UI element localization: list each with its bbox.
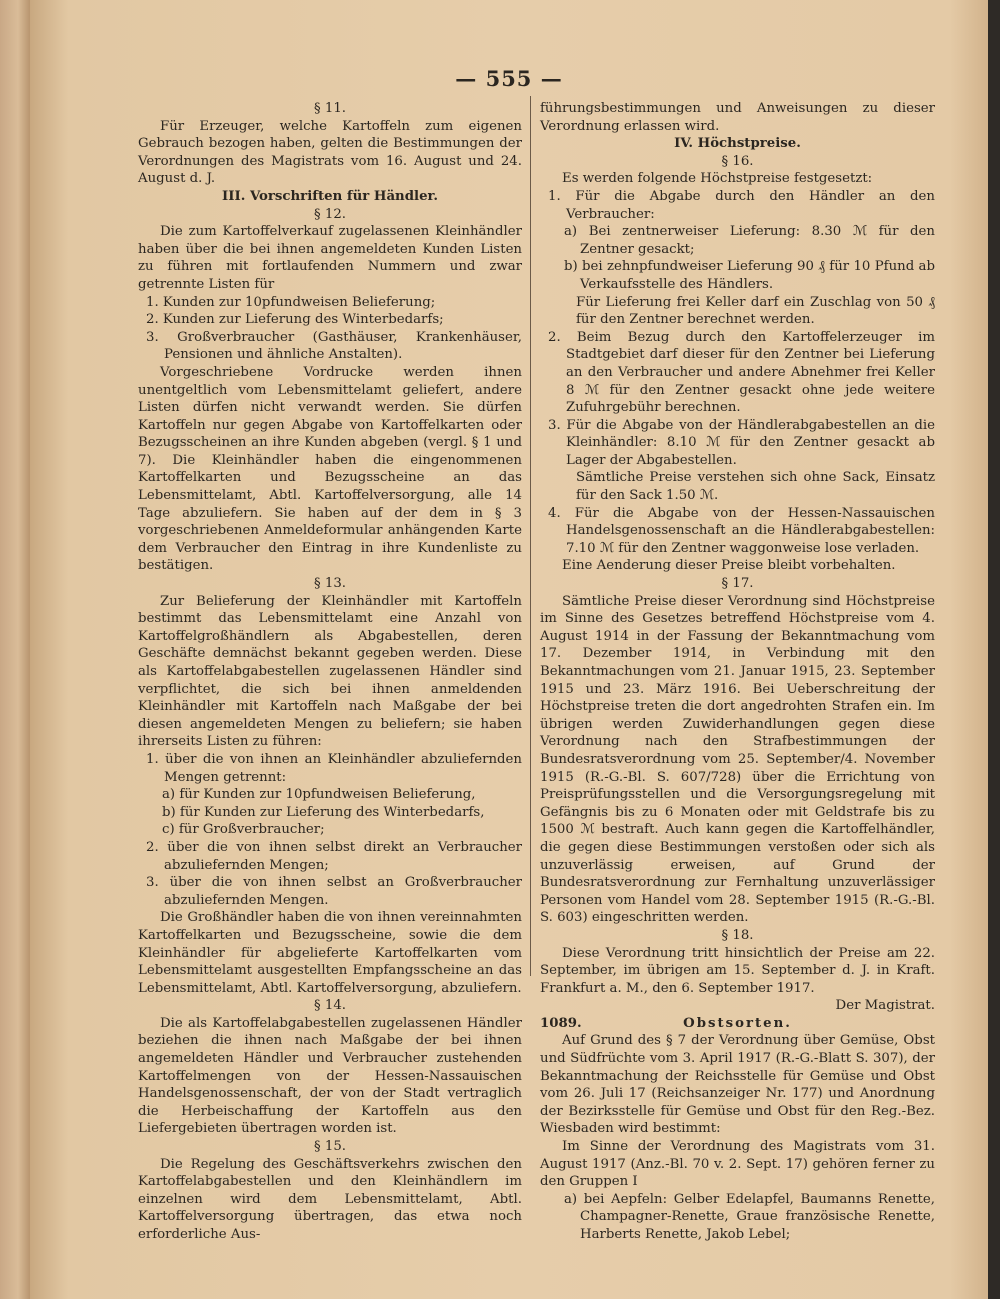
paragraph-number: § 15.	[313, 1139, 347, 1155]
paragraph-number: § 13.	[313, 576, 347, 592]
paragraph: Vorgeschriebene Vordrucke werden ihnen unentgeltlich vom Lebensmittelamt geliefert, andere Listen dürfen nicht verwandt werden. Sie dürfen Kartoffeln nur gegen Abgabe von Kartoffelkarten oder Bezugsscheinen an ihre Kunden abgeben (vergl. § 1 und 7). Die Kleinhändler haben die eingenommenen Kartoffelkarten und Bezugsscheine an das Lebensmittelamt, Abtl. Kartoffelversorgung, alle 14 Tage abzuliefern. Sie haben auf der dem in § 3 vorgeschriebenen Anmeldeformular anhängenden Karte dem Verbraucher den Eintrag in ihre Kundenliste zu bestätigen.	[138, 364, 522, 574]
paragraph: Sämtliche Preise dieser Verordnung sind Höchstpreise im Sinne des Gesetzes betreffend Höchstpreise vom 4. August 1914 in der Fassung der Bekanntmachung vom 17. Dezember 1914, in Verbindung mit den Bekanntmachungen vom 21. Januar 1915, 23. September 1915 und 23. März 1916. Bei Ueberschreitung der Höchstpreise treten die dort angedrohten Strafen ein. Im übrigen werden Zuwiderhandlungen gegen diese Verordnung nach den Strafbestimmungen der Bundesratsverordnung vom 25. September/4. November 1915 (R.-G.-Bl. S. 607/728) über die Errichtung von Preisprüfungsstellen und die Versorgungsregelung mit Gefängnis bis zu 6 Monaten oder mit Geldstrafe bis zu 1500 ℳ bestraft. Auch kann gegen die Kartoffelhändler, die gegen diese Bestimmungen verstoßen oder sich als unzuverlässig erweisen, auf Grund der Bundesratsverordnung zur Fernhaltung unzuverlässiger Personen vom Handel vom 28. September 1915 (R.-G.-Bl. S. 603) eingeschritten werden.	[540, 593, 935, 926]
paragraph: Für Lieferung frei Keller darf ein Zuschlag von 50 ₰ für den Zentner berechnet werden.	[576, 294, 935, 328]
paragraph-number: § 17.	[721, 576, 754, 592]
paragraph: Für Erzeuger, welche Kartoffeln zum eigenen Gebrauch bezogen haben, gelten die Bestimmungen der Verordnungen des Magistrats vom 16. August und 24. August d. J.	[138, 118, 522, 187]
column-divider	[530, 96, 531, 976]
paragraph: Die Großhändler haben die von ihnen vereinnahmten Kartoffelkarten und Bezugsscheine, sowie die dem Kleinhändler für abgelieferte Kartoffelkarten vom Lebensmittelamt ausgestellten Empfangsscheine an das Lebensmittelamt, Abtl. Kartoffelversorgung, abzuliefern.	[138, 910, 522, 996]
paragraph-number: § 11.	[313, 101, 347, 116]
paragraph-number: § 16.	[721, 153, 754, 169]
paragraph: führungsbestimmungen und Anweisungen zu dieser Verordnung erlassen wird.	[540, 101, 935, 134]
paragraph: Auf Grund des § 7 der Verordnung über Gemüse, Obst und Südfrüchte vom 3. April 1917 (R.-G.-Blatt S. 307), der Bekanntmachung der Reichsstelle für Gemüse und Obst vom 26. Juli 17 (Reichsanzeiger Nr. 177) und Anordnung der Bezirksstelle für Gemüse und Obst für den Reg.-Bez. Wiesbaden wird bestimmt:	[540, 1033, 935, 1137]
paragraph: Zur Belieferung der Kleinhändler mit Kartoffeln bestimmt das Lebensmittelamt eine Anzahl von Kartoffelgroßhändlern als Abgabestellen, deren Geschäfte demnächst bekannt gegeben werden. Diese als Kartoffelabgabestellen zugelassenen Händler sind verpflichtet, die sich bei ihnen anmeldenden Kleinhändler mit Kartoffeln nach Maßgabe der bei diesen angemeldeten Mengen zu beliefern; sie haben ihrerseits Listen zu führen:	[138, 593, 522, 750]
paragraph: Die als Kartoffelabgabestellen zugelassenen Händler beziehen die ihnen nach Maßgabe der bei ihnen angemeldeten Händler und Verbraucher zustehenden Kartoffelmengen von der Hessen-Nassauischen Handelsgenossenschaft, der von der Stadt vertraglich die Herbeischaffung der Kartoffeln aus den Liefergebieten übertragen worden ist.	[138, 1015, 522, 1137]
list-item: 3. über die von ihnen selbst an Großverbraucher abzuliefernden Mengen.	[146, 875, 522, 908]
page-number: — 555 —	[455, 66, 563, 91]
right-column	[540, 100, 935, 1244]
list-item: 4. Für die Abgabe von der Hessen-Nassauischen Handelsgenossenschaft an die Händlerabgabestellen: 7.10 ℳ für den Zentner waggonweise lose verladen.	[548, 505, 935, 556]
paragraph-number: § 12.	[313, 206, 347, 222]
binding-edge	[988, 0, 1000, 1299]
paragraph: Im Sinne der Verordnung des Magistrats vom 31. August 1917 (Anz.-Bl. 70 v. 2. Sept. 17) gehören ferner zu den Gruppen I	[540, 1139, 935, 1190]
page	[30, 0, 988, 1299]
previous-page-edge	[0, 0, 30, 1299]
paragraph: Die zum Kartoffelverkauf zugelassenen Kleinhändler haben über die bei ihnen angemeldeten Kunden Listen zu führen mit fortlaufenden Nummern und zwar getrennte Listen für	[138, 224, 522, 292]
list-item: 3. Für die Abgabe von der Händlerabgabestellen an die Kleinhändler: 8.10 ℳ für den Zentner gesackt ab Lager der Abgabestellen.	[548, 417, 935, 468]
list-item: 2. über die von ihnen selbst direkt an Verbraucher abzuliefernden Mengen;	[146, 839, 522, 873]
section-heading: IV. Höchstpreise.	[674, 136, 801, 152]
paragraph: Eine Aenderung dieser Preise bleibt vorbehalten.	[562, 558, 896, 574]
paragraph-number: § 18.	[721, 927, 754, 943]
notice-number: 1089.	[540, 1015, 582, 1031]
paragraph-number: § 14.	[313, 998, 347, 1014]
paragraph: Die Regelung des Geschäftsverkehrs zwischen den Kartoffelabgabestellen und den Kleinhändlern im einzelnen wird dem Lebensmittelamt, Abtl. Kartoffelversorgung übertragen, das etwa noch erforderliche Aus-	[138, 1156, 522, 1242]
list-item: 1. Kunden zur 10pfundweisen Belieferung;	[146, 294, 436, 310]
sub-list-item: a) bei Aepfeln: Gelber Edelapfel, Baumanns Renette, Champagner-Renette, Graue französische Renette, Harberts Renette, Jakob Lebel;	[564, 1191, 935, 1242]
paragraph: Diese Verordnung tritt hinsichtlich der Preise am 22. September, im übrigen am 15. September d. J. in Kraft. Frankfurt a. M., den 6. September 1917.	[540, 945, 935, 996]
sub-list-item: b) für Kunden zur Lieferung des Winterbedarfs,	[162, 804, 485, 820]
left-column	[138, 100, 522, 1244]
sub-list-item: a) Bei zentnerweiser Lieferung: 8.30 ℳ für den Zentner gesackt;	[564, 224, 935, 257]
list-item: 2. Kunden zur Lieferung des Winterbedarfs;	[146, 312, 444, 328]
list-item: 3. Großverbraucher (Gasthäuser, Krankenhäuser, Pensionen und ähnliche Anstalten).	[146, 329, 522, 363]
list-item: 1. über die von ihnen an Kleinhändler abzuliefernden Mengen getrennt:	[146, 751, 522, 785]
paragraph: Sämtliche Preise verstehen sich ohne Sack, Einsatz für den Sack 1.50 ℳ.	[576, 470, 935, 504]
sub-list-item: a) für Kunden zur 10pfundweisen Belieferung,	[162, 787, 476, 803]
notice-title: Obstsorten.	[683, 1015, 792, 1031]
section-heading: III. Vorschriften für Händler.	[222, 188, 438, 204]
sub-list-item: c) für Großverbraucher;	[162, 822, 325, 838]
list-item: 1. Für die Abgabe durch den Händler an den Verbraucher:	[548, 188, 935, 222]
list-item: 2. Beim Bezug durch den Kartoffelerzeuger im Stadtgebiet darf dieser für den Zentner bei Lieferung an den Verbraucher und andere Abnehmer frei Keller 8 ℳ für den Zentner gesackt ohne jede weitere Zufuhrgebühr berechnen.	[548, 329, 935, 416]
sub-list-item: b) bei zehnpfundweiser Lieferung 90 ₰ für 10 Pfund ab Verkaufsstelle des Händlers.	[564, 259, 935, 292]
signature: Der Magistrat.	[835, 998, 935, 1014]
notice-heading	[540, 1015, 935, 1033]
paragraph: Es werden folgende Höchstpreise festgesetzt:	[562, 171, 873, 187]
